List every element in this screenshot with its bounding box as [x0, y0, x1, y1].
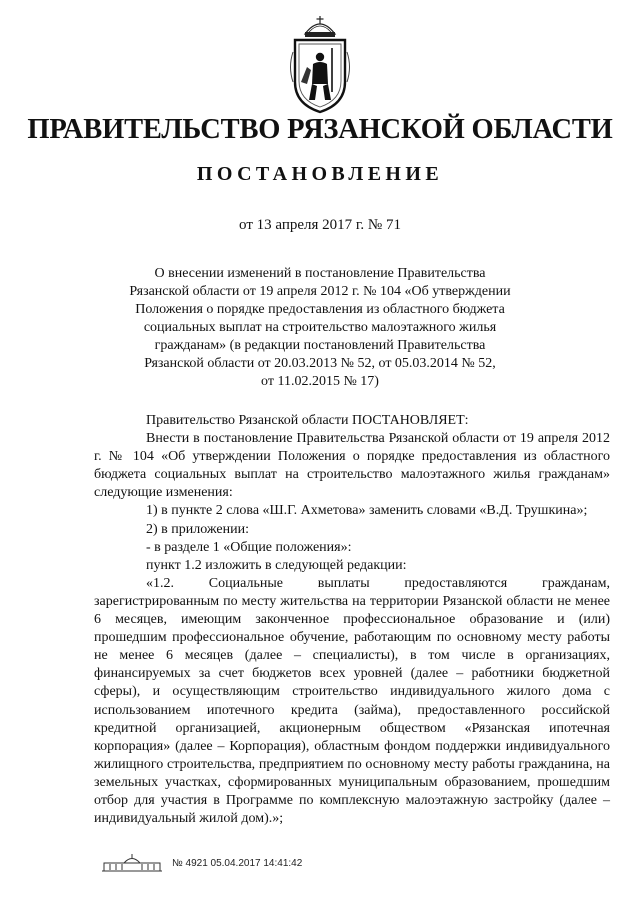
subject-line: от 11.02.2015 № 17)	[261, 374, 379, 389]
organization-title: ПРАВИТЕЛЬСТВО РЯЗАНСКОЙ ОБЛАСТИ	[27, 114, 613, 145]
body-paragraph: - в разделе 1 «Общие положения»:	[146, 539, 352, 555]
body-paragraph: 1) в пункте 2 слова «Ш.Г. Ахметова» заменить словами «В.Д. Трушкина»;	[146, 503, 588, 519]
printing-house-logo-icon	[100, 853, 164, 873]
subject-line: Рязанской области от 19 апреля 2012 г. № 104 «Об утверждении	[129, 284, 511, 299]
stamp-text: № 4921 05.04.2017 14:41:42	[172, 857, 303, 869]
body-paragraph: «1.2. Социальные выплаты предоставляются гражданам, зарегистрированным по месту жительства на территории Рязанской области не менее 6 месяцев, имеющим законченное профессиональное образование и (или) прошедшим профессиональное обучение, работающим по основному месту работы не менее 6 месяцев (далее – специалисты), в том числе в организациях, финансируемых за счет бюджетов всех уровней (далее – работники бюджетной сферы), и осуществляющим строительство индивидуального жилого дома с использованием ипотечного кредита (займа), предоставленного российской кредитной организацией, акционерным обществом «Рязанская ипотечная корпорация» (далее – Корпорация), областным фондом поддержки индивидуального жилищного строительства, предприятием по основному месту работы гражданина, на земельных участках, сформированных муниципальным образованием, прошедшим отбор для участия в Программе по комплексную малоэтажную застройку (далее – индивидуальный жилой дом).»;	[94, 575, 610, 827]
registration-stamp	[100, 852, 302, 874]
coat-of-arms-icon	[287, 12, 353, 116]
document-date-number: от 13 апреля 2017 г. № 71	[239, 217, 401, 233]
subject-line: Положения о порядке предоставления из областного бюджета	[135, 302, 505, 317]
subject-line: гражданам» (в редакции постановлений Правительства	[154, 338, 486, 353]
body-paragraph: Внести в постановление Правительства Рязанской области от 19 апреля 2012 г. № 104 «Об утверждении Положения о порядке предоставления из областного бюджета социальных выплат на строительство малоэтажного жилья гражданам» следующие изменения:	[94, 431, 610, 501]
body-paragraph: 2) в приложении:	[146, 521, 249, 537]
subject-line: социальных выплат на строительство малоэтажного жилья	[143, 320, 497, 335]
document-body	[94, 412, 610, 828]
subject-line: О внесении изменений в постановление Правительства	[154, 266, 486, 281]
body-paragraph: Правительство Рязанской области ПОСТАНОВЛЯЕТ:	[146, 413, 469, 428]
document-type-title: ПОСТАНОВЛЕНИЕ	[196, 163, 444, 185]
document-subject	[110, 265, 530, 391]
subject-line: Рязанской области от 20.03.2013 № 52, от 05.03.2014 № 52,	[144, 356, 496, 371]
body-paragraph: пункт 1.2 изложить в следующей редакции:	[146, 557, 407, 573]
